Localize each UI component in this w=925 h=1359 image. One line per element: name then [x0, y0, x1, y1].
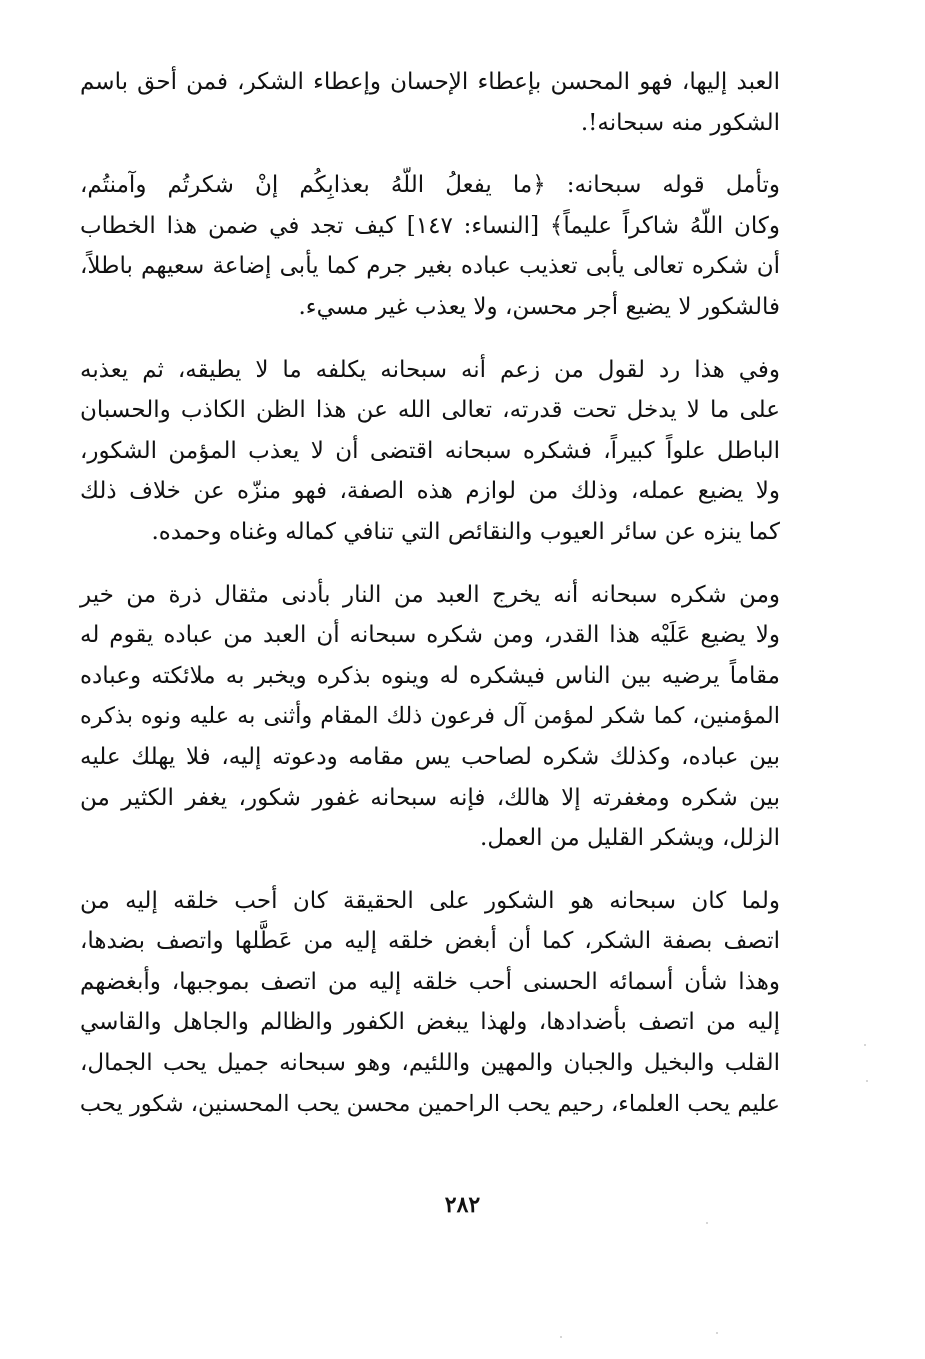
- text-line: ولما كان سبحانه هو الشكور على الحقيقة كان أحب خلقه إليه من: [80, 887, 780, 914]
- scan-speck: [560, 1336, 562, 1338]
- scan-speck: [866, 1080, 868, 1082]
- scan-speck: [706, 1222, 708, 1224]
- page-body: [80, 62, 780, 1146]
- text-line: المؤمنين، كما شكر لمؤمن آل فرعون ذلك المقام وأثنى به عليه ونوه بذكره: [80, 703, 780, 730]
- text-line: الشكور منه سبحانه!.: [580, 109, 780, 136]
- text-line: الزلل، ويشكر القليل من العمل.: [480, 825, 780, 852]
- text-line: على ما لا يدخل تحت قدرته، تعالى الله عن هذا الظن الكاذب والحسبان: [80, 397, 780, 424]
- text-line: الباطل علواً كبيراً، فشكره سبحانه اقتضى أن لا يعذب المؤمن الشكور،: [80, 437, 780, 464]
- text-line: ولا يضيع عَلَيْه هذا القدر، ومن شكره سبحانه أن العبد من عباده يقوم له: [80, 622, 780, 649]
- text-line: إليه من اتصف بأضدادها، ولهذا يبغض الكفور والظالم والجاهل والقاسي: [80, 1009, 780, 1036]
- text-line: وفي هذا رد لقول من زعم أنه سبحانه يكلفه ما لا يطيقه، ثم يعذبه: [80, 356, 780, 383]
- text-line: بين عباده، وكذلك شكره لصاحب يس مقامه ودعوته إليه، فلا يهلك عليه: [80, 743, 780, 770]
- text-line: فالشكور لا يضيع أجر محسن، ولا يعذب غير مسيء.: [298, 293, 780, 320]
- text-line: ومن شكره سبحانه أنه يخرج العبد من النار بأدنى مثقال ذرة من خير: [80, 581, 780, 608]
- scan-speck: [864, 1044, 866, 1046]
- text-line: العبد إليها، فهو المحسن بإعطاء الإحسان وإعطاء الشكر، فمن أحق باسم: [80, 69, 780, 95]
- text-line: القلب والبخيل والجبان والمهين واللئيم، وهو سبحانه جميل يحب الجمال،: [80, 1050, 780, 1077]
- text-line: مقاماً يرضيه بين الناس فيشكره له وينوه بذكره ويخبر به ملائكته وعباده: [80, 662, 780, 689]
- text-line: وكان اللّهُ شاكراً عليماً﴾ [النساء: ١٤٧] كيف تجد في ضمن هذا الخطاب: [80, 212, 780, 239]
- text-line: كما ينزه عن سائر العيوب والنقائص التي تنافي كماله وغناه وحمده.: [151, 518, 780, 545]
- text-line: أن شكره تعالى يأبى تعذيب عباده بغير جرم كما يأبى إضاعة سعيهم باطلاً،: [80, 253, 780, 280]
- text-line: وهذا شأن أسمائه الحسنى أحب خلقه إليه من اتصف بموجبها، وأبغضهم: [80, 968, 780, 995]
- text-line: بين شكره ومغفرته إلا هالك، فإنه سبحانه غفور شكور، يغفر الكثير من: [80, 784, 780, 811]
- text-line: عليم يحب العلماء، رحيم يحب الراحمين محسن يحب المحسنين، شكور يحب: [79, 1090, 780, 1117]
- paragraph-5: [80, 881, 780, 1125]
- text-line: ولا يضيع عمله، وذلك من لوازم هذه الصفة، فهو منزّه عن خلاف ذلك: [80, 478, 780, 505]
- paragraph-3: [80, 350, 780, 553]
- paragraph-1: [80, 62, 780, 143]
- scan-speck: [716, 1332, 718, 1334]
- text-line: وتأمل قوله سبحانه: ﴿ما يفعلُ اللّهُ بعذابِكُم إنْ شكرتُم وآمنتُم،: [80, 172, 780, 199]
- paragraph-2: [80, 165, 780, 327]
- text-line: اتصف بصفة الشكر، كما أن أبغض خلقه إليه من عَطَّلها واتصف بضدها،: [80, 928, 780, 955]
- page-number: ٢٨٢: [444, 1192, 481, 1218]
- paragraph-4: [80, 575, 780, 859]
